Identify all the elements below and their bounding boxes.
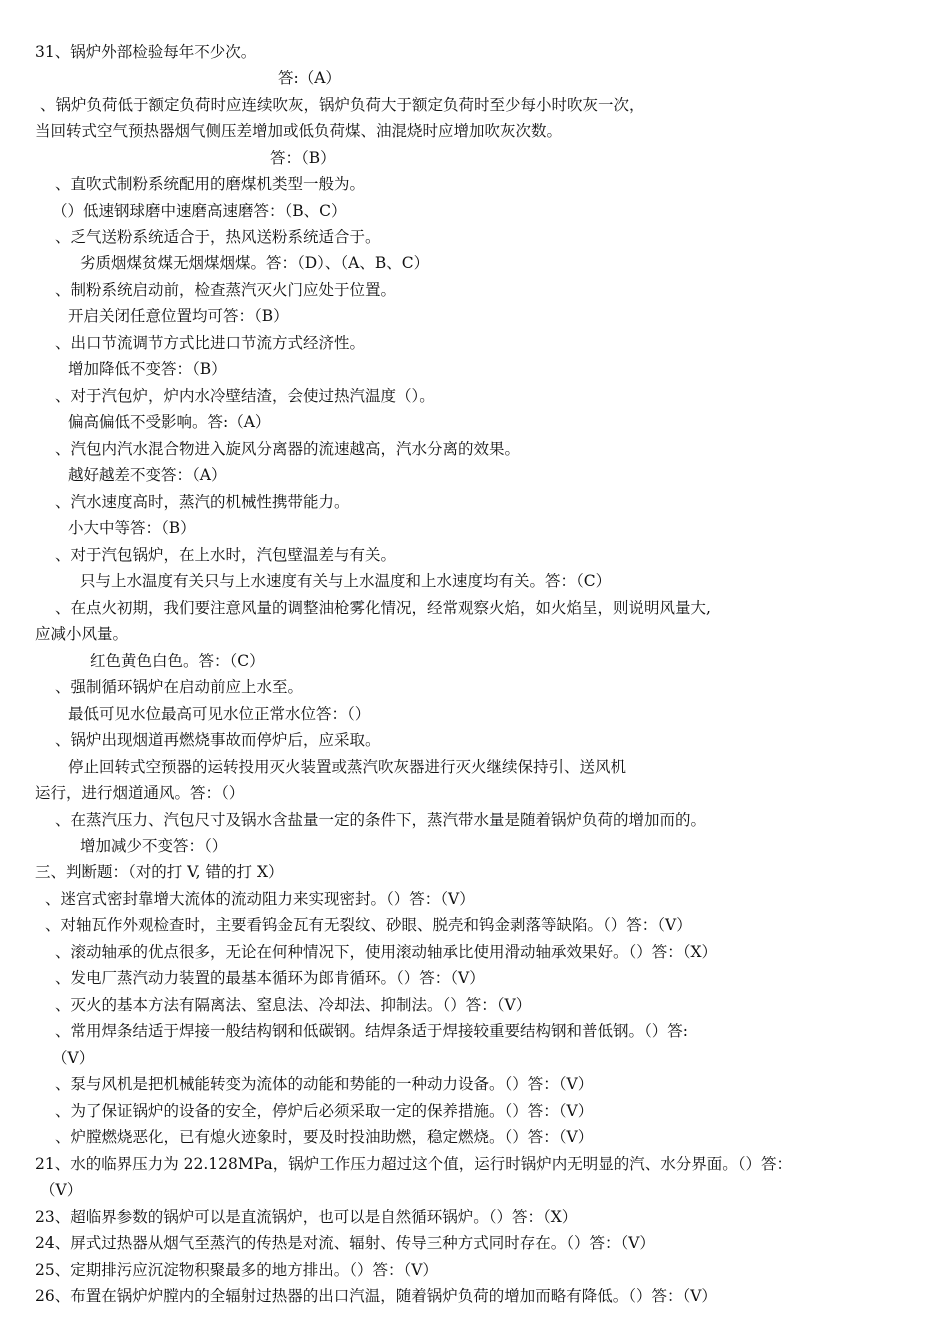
text-line: （）低速钢球磨中速磨高速磨答：（B、C） [52,202,347,220]
text-line: 偏高偏低不受影响。答:（A） [68,413,271,431]
text-line: 、灭火的基本方法有隔离法、窒息法、冷却法、抑制法。（）答：（V） [55,996,532,1014]
text-line: 、汽水速度高时，蒸汽的机械性携带能力。 [55,493,350,511]
text-line: 、对轴瓦作外观检查时，主要看钨金瓦有无裂纹、砂眼、脱壳和钨金剥落等缺陷。（）答：（V） [45,916,692,934]
text-line: 、在点火初期，我们要注意风量的调整油枪雾化情况，经常观察火焰，如火焰呈，则说明风量大, [55,599,711,617]
text-line: 、锅炉出现烟道再燃烧事故而停炉后，应采取。 [55,731,381,749]
text-line: 、锅炉负荷低于额定负荷时应连续吹灰，锅炉负荷大于额定负荷时至少每小时吹灰一次， [40,96,645,114]
section-heading: 三、判断题：（对的打 V, 错的打 X） [35,863,284,881]
text-line: 越好越差不变答：（A） [68,466,227,484]
text-line: 、为了保证锅炉的设备的安全，停炉后必须采取一定的保养措施。（）答：（V） [55,1102,594,1120]
text-line: 、出口节流调节方式比进口节流方式经济性。 [55,334,366,352]
text-line: 、乏气送粉系统适合于，热风送粉系统适合于。 [55,228,381,246]
text-line: 25、定期排污应沉淀物积聚最多的地方排出。（）答：（V） [35,1261,438,1279]
text-line: 、滚动轴承的优点很多，无论在何种情况下，使用滚动轴承比使用滑动轴承效果好。（）答：（X） [55,943,718,961]
text-line: 增加减少不变答：（） [80,837,228,855]
text-line: 最低可见水位最高可见水位正常水位答：（） [68,705,371,723]
text-line: 、发电厂蒸汽动力装置的最基本循环为郎肯循环。（）答：（V） [55,969,485,987]
text-line: 只与上水温度有关只与上水速度有关与上水温度和上水速度均有关。答：（C） [80,572,612,590]
text-line: 、对于汽包锅炉，在上水时，汽包壁温差与有关。 [55,546,397,564]
text-line: 红色黄色白色。答：（C） [90,652,265,670]
text-line: （V） [52,1049,95,1067]
text-line: 24、屏式过热器从烟气至蒸汽的传热是对流、辐射、传导三种方式同时存在。（）答：（V） [35,1234,655,1252]
text-line: 劣质烟煤贫煤无烟煤烟煤。答：（D）、（A、B、C） [80,254,430,272]
text-line: 、泵与风机是把机械能转变为流体的动能和势能的一种动力设备。（）答：（V） [55,1075,594,1093]
text-line: 停止回转式空预器的运转投用灭火装置或蒸汽吹灰器进行灭火继续保持引、送风机 [68,758,627,776]
text-line: 、对于汽包炉，炉内水冷壁结渣，会使过热汽温度（）。 [55,387,435,405]
answer-line: 答：（B） [270,149,336,167]
text-line: 应减小风量。 [35,625,129,643]
text-line: 运行，进行烟道通风。答：（） [35,784,245,802]
text-line: 小大中等答：（B） [68,519,196,537]
text-line: 当回转式空气预热器烟气侧压差增加或低负荷煤、油混烧时应增加吹灰次数。 [35,122,563,140]
text-line: 、强制循环锅炉在启动前应上水至。 [55,678,304,696]
text-line: 26、布置在锅炉炉膛内的全辐射过热器的出口汽温，随着锅炉负荷的增加而略有降低。（）答：（V） [35,1287,717,1305]
text-line: 21、水的临界压力为 22.128MPa，锅炉工作压力超过这个值，运行时锅炉内无明显的汽、水分界面。（）答： [35,1155,792,1173]
answer-line: 答:（A） [278,69,341,87]
text-line: 、汽包内汽水混合物进入旋风分离器的流速越高，汽水分离的效果。 [55,440,521,458]
text-line: 23、超临界参数的锅炉可以是直流锅炉，也可以是自然循环锅炉。（）答：（X） [35,1208,578,1226]
text-line: 、直吹式制粉系统配用的磨煤机类型一般为。 [55,175,366,193]
text-line: 、迷宫式密封靠增大流体的流动阻力来实现密封。（）答：（V） [45,890,475,908]
text-line: （V） [40,1181,83,1199]
text-line: 31、锅炉外部检验每年不少次。 [35,43,257,61]
text-line: 、常用焊条结适于焊接一般结构钢和低碳钢。结焊条适于焊接较重要结构钢和普低钢。（）答: [55,1022,688,1040]
text-line: 、在蒸汽压力、汽包尺寸及锅水含盐量一定的条件下，蒸汽带水量是随着锅炉负荷的增加而的。 [55,811,707,829]
text-line: 增加降低不变答：（B） [68,360,227,378]
text-line: 开启关闭任意位置均可答：（B） [68,307,289,325]
text-line: 、制粉系统启动前，检查蒸汽灭火门应处于位置。 [55,281,397,299]
text-line: 、炉膛燃烧恶化，已有熄火迹象时，要及时投油助燃，稳定燃烧。（）答：（V） [55,1128,594,1146]
